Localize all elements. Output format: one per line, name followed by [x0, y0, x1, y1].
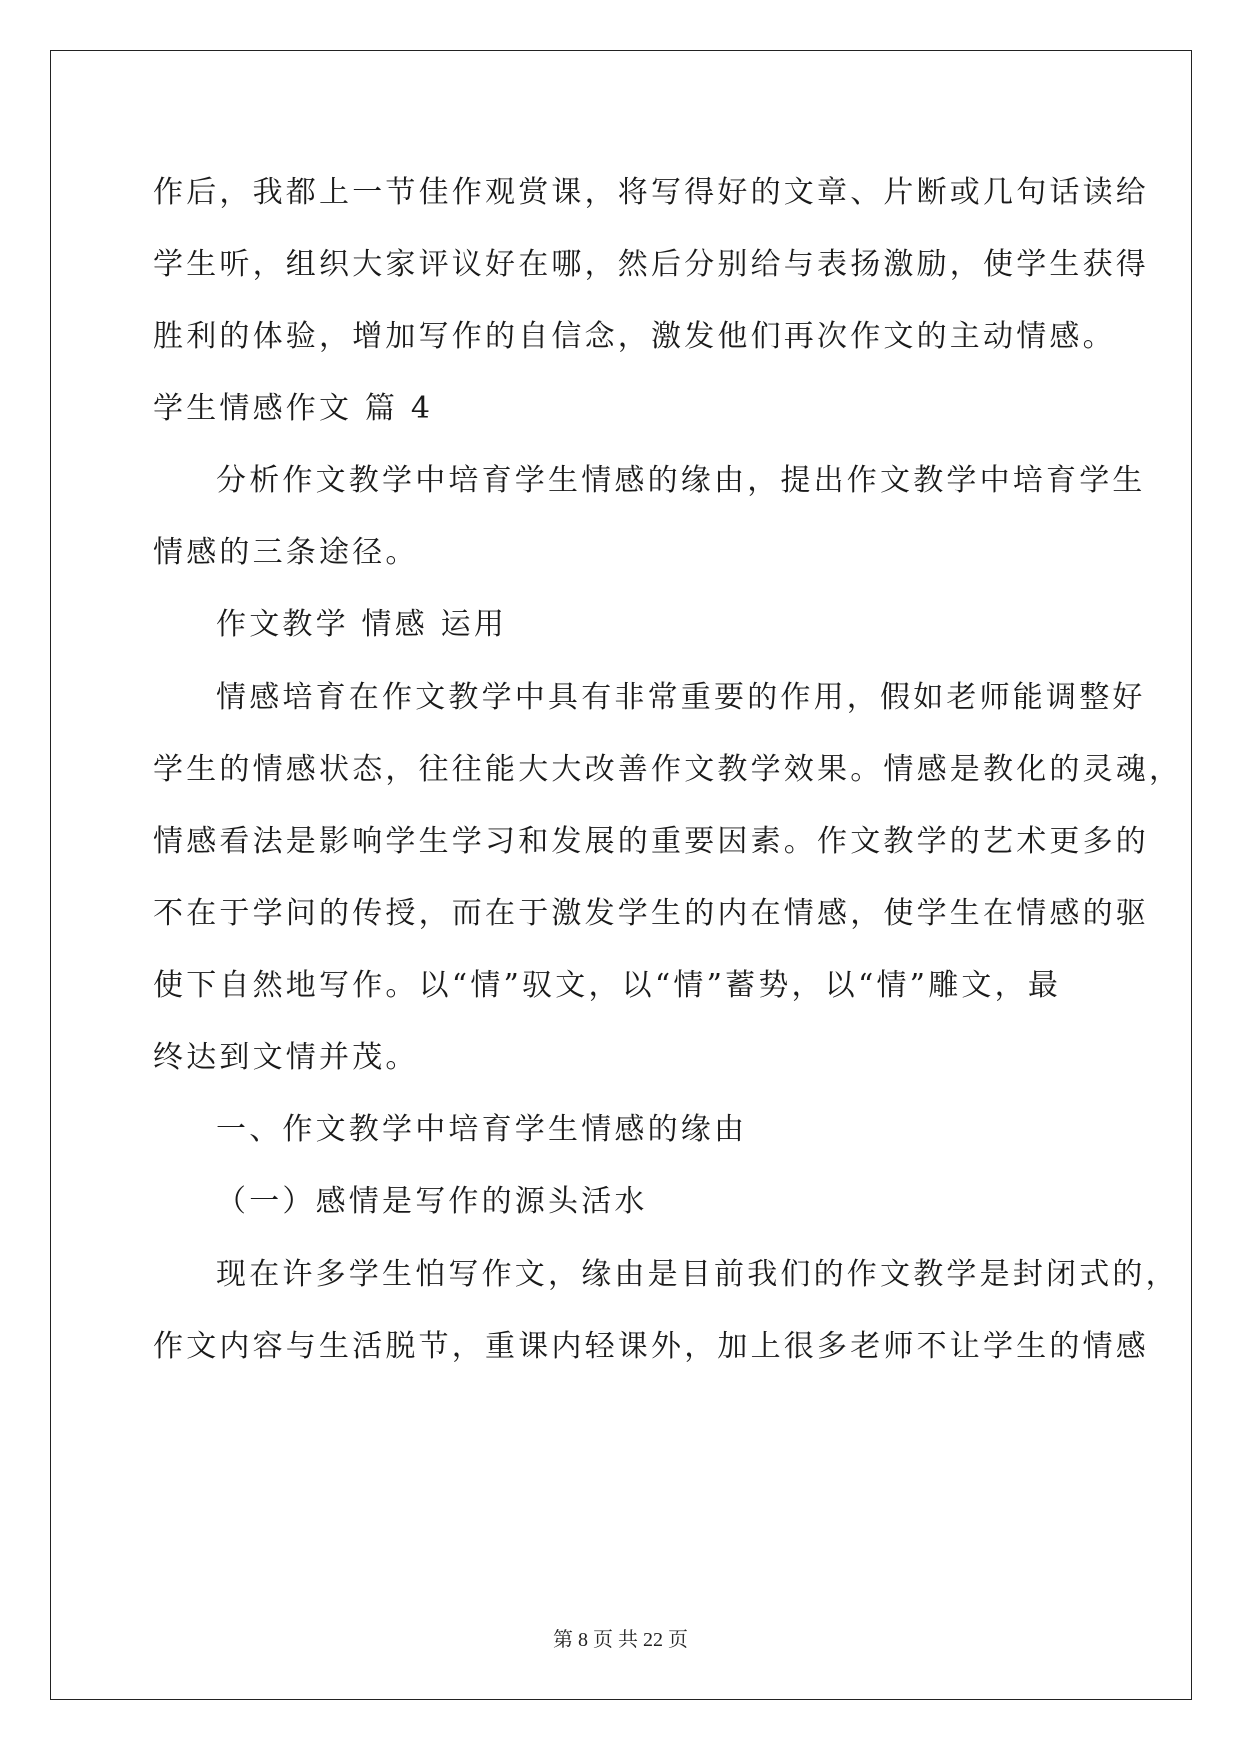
text-line: 情感的三条途径。 [153, 535, 419, 570]
text-line: 现在许多学生怕写作文，缘由是目前我们的作文教学是封闭式的， [216, 1257, 1179, 1292]
text-line: 作文内容与生活脱节，重课内轻课外，加上很多老师不让学生的情感 [153, 1329, 1149, 1364]
subsection-heading: （一）感情是写作的源头活水 [216, 1184, 648, 1219]
section-heading: 学生情感作文 篇 4 [153, 391, 434, 426]
text-line: 使下自然地写作。以“情”驭文，以“情”蓄势，以“情”雕文，最 [153, 968, 1062, 1003]
subsection-heading: 一、作文教学中培育学生情感的缘由 [216, 1112, 748, 1147]
text-line: 终达到文情并茂。 [153, 1040, 419, 1075]
text-line: 胜利的体验，增加写作的自信念，激发他们再次作文的主动情感。 [153, 319, 1116, 354]
text-line: 学生的情感状态，往往能大大改善作文教学效果。情感是教化的灵魂， [153, 752, 1183, 787]
text-line: 分析作文教学中培育学生情感的缘由，提出作文教学中培育学生 [216, 463, 1146, 498]
text-line: 情感看法是影响学生学习和发展的重要因素。作文教学的艺术更多的 [153, 824, 1149, 859]
text-line: 不在于学问的传授，而在于激发学生的内在情感，使学生在情感的驱 [153, 896, 1149, 931]
page-border [50, 50, 1192, 1700]
text-line: 学生听，组织大家评议好在哪，然后分别给与表扬激励，使学生获得 [153, 247, 1149, 282]
page-number-footer: 第 8 页 共 22 页 [553, 1629, 688, 1651]
keywords-line: 作文教学 情感 运用 [216, 607, 508, 642]
text-line: 作后，我都上一节佳作观赏课，将写得好的文章、片断或几句话读给 [153, 175, 1149, 210]
text-line: 情感培育在作文教学中具有非常重要的作用，假如老师能调整好 [216, 680, 1146, 715]
